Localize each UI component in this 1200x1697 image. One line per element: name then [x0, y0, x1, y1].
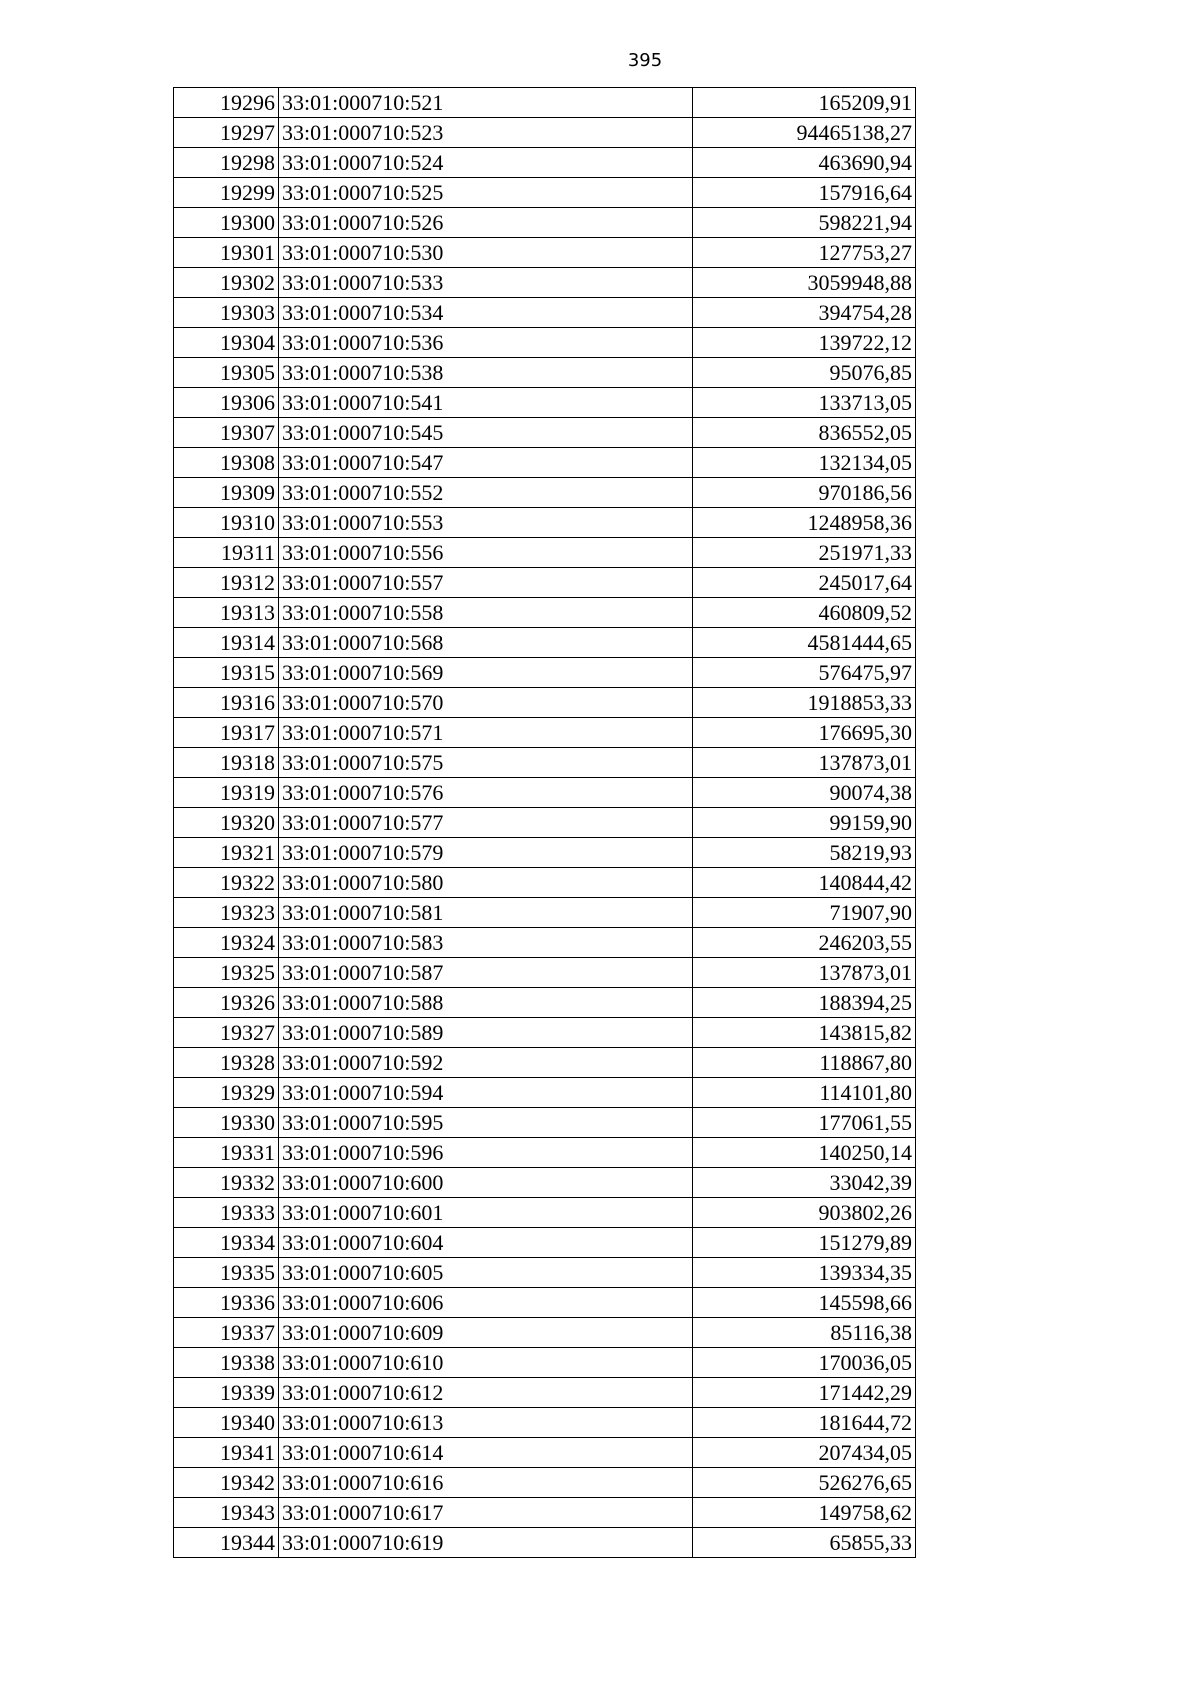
cadastral-number-cell: 33:01:000710:577 [279, 808, 693, 838]
table-body [174, 88, 916, 1558]
row-number-cell: 19334 [174, 1228, 279, 1258]
table-row [174, 778, 916, 808]
row-number-cell: 19321 [174, 838, 279, 868]
table-row [174, 1498, 916, 1528]
cadastral-value-cell: 140250,14 [693, 1138, 916, 1168]
cadastral-number-cell: 33:01:000710:568 [279, 628, 693, 658]
table-row [174, 1198, 916, 1228]
row-number-cell: 19318 [174, 748, 279, 778]
row-number-cell: 19329 [174, 1078, 279, 1108]
cadastral-number-cell: 33:01:000710:612 [279, 1378, 693, 1408]
table-row [174, 838, 916, 868]
cadastral-value-cell: 157916,64 [693, 178, 916, 208]
cadastral-number-cell: 33:01:000710:576 [279, 778, 693, 808]
row-number-cell: 19316 [174, 688, 279, 718]
cadastral-value-cell: 140844,42 [693, 868, 916, 898]
table-row [174, 418, 916, 448]
row-number-cell: 19333 [174, 1198, 279, 1228]
row-number-cell: 19340 [174, 1408, 279, 1438]
cadastral-value-cell: 836552,05 [693, 418, 916, 448]
cadastral-number-cell: 33:01:000710:571 [279, 718, 693, 748]
row-number-cell: 19315 [174, 658, 279, 688]
cadastral-value-cell: 90074,38 [693, 778, 916, 808]
table-row [174, 1228, 916, 1258]
cadastral-value-cell: 251971,33 [693, 538, 916, 568]
table-row [174, 388, 916, 418]
cadastral-value-cell: 94465138,27 [693, 118, 916, 148]
table-row [174, 988, 916, 1018]
cadastral-value-cell: 394754,28 [693, 298, 916, 328]
row-number-cell: 19301 [174, 238, 279, 268]
row-number-cell: 19319 [174, 778, 279, 808]
cadastral-value-cell: 970186,56 [693, 478, 916, 508]
row-number-cell: 19327 [174, 1018, 279, 1048]
cadastral-number-cell: 33:01:000710:523 [279, 118, 693, 148]
cadastral-number-cell: 33:01:000710:530 [279, 238, 693, 268]
cadastral-number-cell: 33:01:000710:610 [279, 1348, 693, 1378]
cadastral-value-cell: 65855,33 [693, 1528, 916, 1558]
table-row [174, 538, 916, 568]
cadastral-value-cell: 1248958,36 [693, 508, 916, 538]
cadastral-number-cell: 33:01:000710:526 [279, 208, 693, 238]
table-row [174, 568, 916, 598]
row-number-cell: 19341 [174, 1438, 279, 1468]
row-number-cell: 19324 [174, 928, 279, 958]
row-number-cell: 19338 [174, 1348, 279, 1378]
cadastral-value-cell: 903802,26 [693, 1198, 916, 1228]
cadastral-value-cell: 139722,12 [693, 328, 916, 358]
cadastral-value-cell: 118867,80 [693, 1048, 916, 1078]
cadastral-number-cell: 33:01:000710:536 [279, 328, 693, 358]
cadastral-number-cell: 33:01:000710:538 [279, 358, 693, 388]
table-row [174, 868, 916, 898]
table-row [174, 928, 916, 958]
cadastral-number-cell: 33:01:000710:570 [279, 688, 693, 718]
cadastral-number-cell: 33:01:000710:581 [279, 898, 693, 928]
row-number-cell: 19322 [174, 868, 279, 898]
row-number-cell: 19339 [174, 1378, 279, 1408]
table-row [174, 598, 916, 628]
row-number-cell: 19312 [174, 568, 279, 598]
cadastral-number-cell: 33:01:000710:545 [279, 418, 693, 448]
table-row [174, 658, 916, 688]
cadastral-value-cell: 598221,94 [693, 208, 916, 238]
cadastral-value-cell: 151279,89 [693, 1228, 916, 1258]
row-number-cell: 19317 [174, 718, 279, 748]
cadastral-value-table [173, 87, 916, 1558]
table-row [174, 1138, 916, 1168]
cadastral-value-cell: 177061,55 [693, 1108, 916, 1138]
row-number-cell: 19331 [174, 1138, 279, 1168]
cadastral-number-cell: 33:01:000710:583 [279, 928, 693, 958]
cadastral-value-cell: 1918853,33 [693, 688, 916, 718]
cadastral-number-cell: 33:01:000710:557 [279, 568, 693, 598]
table-row [174, 1288, 916, 1318]
cadastral-value-cell: 71907,90 [693, 898, 916, 928]
cadastral-value-cell: 165209,91 [693, 88, 916, 118]
cadastral-number-cell: 33:01:000710:605 [279, 1258, 693, 1288]
table-row [174, 328, 916, 358]
cadastral-number-cell: 33:01:000710:587 [279, 958, 693, 988]
row-number-cell: 19342 [174, 1468, 279, 1498]
cadastral-value-cell: 181644,72 [693, 1408, 916, 1438]
table-row [174, 1348, 916, 1378]
cadastral-number-cell: 33:01:000710:604 [279, 1228, 693, 1258]
cadastral-number-cell: 33:01:000710:606 [279, 1288, 693, 1318]
cadastral-number-cell: 33:01:000710:589 [279, 1018, 693, 1048]
cadastral-value-cell: 137873,01 [693, 748, 916, 778]
cadastral-number-cell: 33:01:000710:619 [279, 1528, 693, 1558]
table-row [174, 718, 916, 748]
table-row [174, 298, 916, 328]
cadastral-number-cell: 33:01:000710:614 [279, 1438, 693, 1468]
row-number-cell: 19311 [174, 538, 279, 568]
table-row [174, 178, 916, 208]
row-number-cell: 19296 [174, 88, 279, 118]
table-row [174, 268, 916, 298]
table-row [174, 208, 916, 238]
cadastral-number-cell: 33:01:000710:616 [279, 1468, 693, 1498]
cadastral-value-cell: 245017,64 [693, 568, 916, 598]
cadastral-number-cell: 33:01:000710:609 [279, 1318, 693, 1348]
table-row [174, 478, 916, 508]
cadastral-number-cell: 33:01:000710:601 [279, 1198, 693, 1228]
cadastral-value-cell: 171442,29 [693, 1378, 916, 1408]
cadastral-value-cell: 143815,82 [693, 1018, 916, 1048]
cadastral-value-cell: 133713,05 [693, 388, 916, 418]
cadastral-value-cell: 576475,97 [693, 658, 916, 688]
cadastral-value-cell: 188394,25 [693, 988, 916, 1018]
cadastral-value-cell: 127753,27 [693, 238, 916, 268]
cadastral-number-cell: 33:01:000710:592 [279, 1048, 693, 1078]
row-number-cell: 19304 [174, 328, 279, 358]
row-number-cell: 19335 [174, 1258, 279, 1288]
cadastral-number-cell: 33:01:000710:553 [279, 508, 693, 538]
table-row [174, 1318, 916, 1348]
table-row [174, 1468, 916, 1498]
cadastral-number-cell: 33:01:000710:534 [279, 298, 693, 328]
table-row [174, 1408, 916, 1438]
cadastral-number-cell: 33:01:000710:552 [279, 478, 693, 508]
cadastral-value-cell: 132134,05 [693, 448, 916, 478]
table-row [174, 1258, 916, 1288]
row-number-cell: 19314 [174, 628, 279, 658]
table-row [174, 1528, 916, 1558]
row-number-cell: 19320 [174, 808, 279, 838]
table-row [174, 628, 916, 658]
cadastral-value-cell: 4581444,65 [693, 628, 916, 658]
cadastral-value-cell: 114101,80 [693, 1078, 916, 1108]
row-number-cell: 19310 [174, 508, 279, 538]
row-number-cell: 19330 [174, 1108, 279, 1138]
row-number-cell: 19337 [174, 1318, 279, 1348]
table-row [174, 88, 916, 118]
cadastral-number-cell: 33:01:000710:613 [279, 1408, 693, 1438]
cadastral-value-cell: 207434,05 [693, 1438, 916, 1468]
row-number-cell: 19298 [174, 148, 279, 178]
row-number-cell: 19300 [174, 208, 279, 238]
table-row [174, 748, 916, 778]
table-row [174, 808, 916, 838]
row-number-cell: 19332 [174, 1168, 279, 1198]
cadastral-number-cell: 33:01:000710:521 [279, 88, 693, 118]
cadastral-number-cell: 33:01:000710:569 [279, 658, 693, 688]
cadastral-number-cell: 33:01:000710:579 [279, 838, 693, 868]
cadastral-number-cell: 33:01:000710:580 [279, 868, 693, 898]
cadastral-value-cell: 176695,30 [693, 718, 916, 748]
cadastral-value-cell: 33042,39 [693, 1168, 916, 1198]
cadastral-number-cell: 33:01:000710:594 [279, 1078, 693, 1108]
row-number-cell: 19299 [174, 178, 279, 208]
row-number-cell: 19302 [174, 268, 279, 298]
row-number-cell: 19303 [174, 298, 279, 328]
cadastral-value-cell: 170036,05 [693, 1348, 916, 1378]
cadastral-number-cell: 33:01:000710:588 [279, 988, 693, 1018]
cadastral-value-cell: 526276,65 [693, 1468, 916, 1498]
cadastral-value-cell: 99159,90 [693, 808, 916, 838]
cadastral-value-cell: 3059948,88 [693, 268, 916, 298]
row-number-cell: 19307 [174, 418, 279, 448]
table-row [174, 1108, 916, 1138]
cadastral-value-cell: 460809,52 [693, 598, 916, 628]
table-row [174, 238, 916, 268]
cadastral-number-cell: 33:01:000710:525 [279, 178, 693, 208]
row-number-cell: 19325 [174, 958, 279, 988]
table-row [174, 1168, 916, 1198]
cadastral-number-cell: 33:01:000710:533 [279, 268, 693, 298]
table-row [174, 1078, 916, 1108]
table-row [174, 1378, 916, 1408]
cadastral-number-cell: 33:01:000710:547 [279, 448, 693, 478]
table-row [174, 1018, 916, 1048]
table-row [174, 148, 916, 178]
table-row [174, 508, 916, 538]
row-number-cell: 19309 [174, 478, 279, 508]
cadastral-value-cell: 463690,94 [693, 148, 916, 178]
table-row [174, 118, 916, 148]
cadastral-value-cell: 145598,66 [693, 1288, 916, 1318]
cadastral-number-cell: 33:01:000710:595 [279, 1108, 693, 1138]
cadastral-value-cell: 85116,38 [693, 1318, 916, 1348]
cadastral-value-cell: 149758,62 [693, 1498, 916, 1528]
cadastral-number-cell: 33:01:000710:600 [279, 1168, 693, 1198]
row-number-cell: 19344 [174, 1528, 279, 1558]
row-number-cell: 19306 [174, 388, 279, 418]
table-row [174, 448, 916, 478]
cadastral-number-cell: 33:01:000710:541 [279, 388, 693, 418]
cadastral-number-cell: 33:01:000710:558 [279, 598, 693, 628]
cadastral-number-cell: 33:01:000710:617 [279, 1498, 693, 1528]
cadastral-number-cell: 33:01:000710:596 [279, 1138, 693, 1168]
row-number-cell: 19305 [174, 358, 279, 388]
cadastral-value-cell: 246203,55 [693, 928, 916, 958]
row-number-cell: 19313 [174, 598, 279, 628]
row-number-cell: 19297 [174, 118, 279, 148]
table-row [174, 358, 916, 388]
row-number-cell: 19323 [174, 898, 279, 928]
row-number-cell: 19343 [174, 1498, 279, 1528]
row-number-cell: 19326 [174, 988, 279, 1018]
table-row [174, 688, 916, 718]
row-number-cell: 19308 [174, 448, 279, 478]
cadastral-value-cell: 58219,93 [693, 838, 916, 868]
row-number-cell: 19328 [174, 1048, 279, 1078]
cadastral-number-cell: 33:01:000710:556 [279, 538, 693, 568]
table-row [174, 1438, 916, 1468]
cadastral-value-cell: 95076,85 [693, 358, 916, 388]
cadastral-number-cell: 33:01:000710:524 [279, 148, 693, 178]
table-row [174, 898, 916, 928]
row-number-cell: 19336 [174, 1288, 279, 1318]
cadastral-number-cell: 33:01:000710:575 [279, 748, 693, 778]
cadastral-value-cell: 137873,01 [693, 958, 916, 988]
table-row [174, 1048, 916, 1078]
page-number: 395 [627, 50, 663, 71]
table-row [174, 958, 916, 988]
cadastral-value-cell: 139334,35 [693, 1258, 916, 1288]
